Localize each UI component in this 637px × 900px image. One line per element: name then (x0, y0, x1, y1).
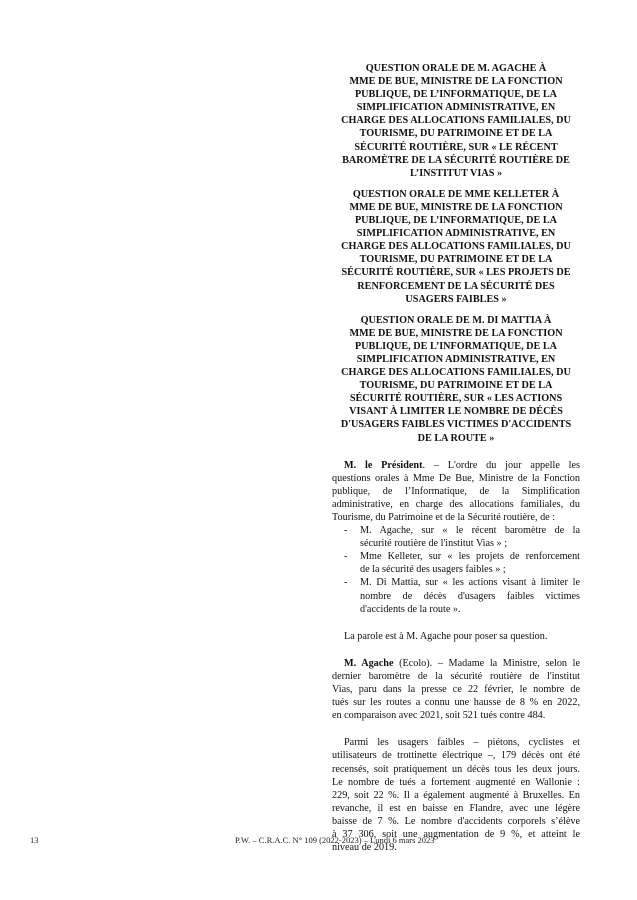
heading-line: TOURISME, DU PATRIMOINE ET DE LA (359, 254, 553, 266)
heading-line: D'USAGERS FAIBLES VICTIMES D'ACCIDENTS (340, 419, 572, 431)
text-line (332, 459, 580, 472)
heading-line: CHARGE DES ALLOCATIONS FAMILIALES, DU (341, 115, 571, 127)
text-line: publique, de l’Informatique, de la Simplification (332, 485, 580, 497)
text-line: Vias, paru dans la presse ce 22 février, le nombre de (332, 684, 580, 696)
text-line: utilisateurs de trottinette électrique –, 179 décès ont été (332, 750, 580, 762)
heading-line: TOURISME, DU PATRIMOINE ET DE LA (359, 380, 553, 392)
heading-line: QUESTION ORALE DE M. AGACHE À (365, 63, 547, 74)
text-column (332, 62, 580, 863)
text-line: niveau de 2019. (332, 842, 397, 854)
text-fragment: (Ecolo). – Madame la Ministre, selon le (393, 657, 580, 669)
heading-line: RENFORCEMENT DE LA SÉCURITÉ DES (357, 280, 555, 292)
text-line: tués sur les routes a connu une hausse de 8 % en 2022, (332, 697, 580, 709)
text-line: de la sécurité des usagers faibles » ; (360, 564, 506, 576)
heading-line: SIMPLIFICATION ADMINISTRATIVE, EN (356, 353, 556, 365)
heading-line: QUESTION ORALE DE M. DI MATTIA À (360, 314, 552, 326)
question-heading-kelleter (332, 188, 580, 306)
heading-line: TOURISME, DU PATRIMOINE ET DE LA (359, 128, 553, 140)
text-line: recensés, soit pratiquement un décès tous les deux jours. (332, 763, 580, 775)
page-number: 13 (30, 835, 39, 845)
text-line: Le nombre de tués a fortement augmenté en Wallonie : (332, 776, 580, 788)
text-line: à 37 306, soit une augmentation de 9 %, et atteint le (332, 828, 580, 840)
agache-paragraph-1 (332, 657, 580, 722)
text-line: dernier baromètre de la sécurité routière de l'institut (332, 670, 580, 682)
heading-line: PUBLIQUE, DE L’INFORMATIQUE, DE LA (354, 340, 558, 352)
heading-line: CHARGE DES ALLOCATIONS FAMILIALES, DU (341, 241, 571, 253)
heading-line: MME DE BUE, MINISTRE DE LA FONCTION (349, 327, 563, 339)
heading-line: VISANT À LIMITER LE NOMBRE DE DÉCÈS (349, 406, 563, 418)
text-line: administrative, en charge des allocations familiales, du (332, 498, 580, 510)
document-reference: P.W. – C.R.A.C. N° 109 (2022-2023) – Lundi 6 mars 2023 (235, 835, 435, 845)
president-paragraph (332, 459, 580, 524)
text-line: La parole est à M. Agache pour poser sa question. (344, 630, 548, 642)
text-line: - M. Agache, sur « le récent baromètre de la (360, 525, 580, 537)
heading-line: L’INSTITUT VIAS » (409, 167, 503, 179)
heading-line: SÉCURITÉ ROUTIÈRE, SUR « LES PROJETS DE (341, 267, 571, 279)
heading-line: PUBLIQUE, DE L’INFORMATIQUE, DE LA (354, 89, 558, 101)
heading-line: BAROMÈTRE DE LA SÉCURITÉ ROUTIÈRE DE (342, 154, 570, 166)
heading-line: SÉCURITÉ ROUTIÈRE, SUR « LE RÉCENT (354, 141, 558, 153)
heading-line: MME DE BUE, MINISTRE DE LA FONCTION (349, 201, 563, 213)
text-line: - M. Di Mattia, sur « les actions visant à limiter le (360, 577, 580, 589)
speaker-name: M. le Président (344, 459, 423, 471)
heading-line: CHARGE DES ALLOCATIONS FAMILIALES, DU (341, 367, 571, 379)
text-line (332, 657, 580, 670)
question-list (332, 524, 580, 616)
text-line: Parmi les usagers faibles – piétons, cyclistes et (344, 737, 580, 749)
heading-line: DE LA ROUTE » (417, 432, 495, 444)
text-line: questions orales à Mme De Bue, Ministre de la Fonction (332, 472, 580, 484)
text-line: nombre de décès d'usagers faibles victimes (360, 590, 580, 602)
list-item (332, 576, 580, 615)
list-item (332, 550, 580, 576)
list-item (332, 524, 580, 550)
parole-paragraph (332, 630, 580, 643)
text-line: en comparaison avec 2021, soit 521 tués contre 484. (332, 710, 546, 722)
text-line: d'accidents de la route ». (360, 603, 461, 615)
heading-line: PUBLIQUE, DE L’INFORMATIQUE, DE LA (354, 215, 558, 227)
question-heading-di-mattia (332, 314, 580, 445)
heading-line: SÉCURITÉ ROUTIÈRE, SUR « LES ACTIONS (349, 393, 563, 405)
text-line: baisse de 7 %. Le nombre d'accidents corporels s’élève (332, 815, 580, 827)
heading-line: SIMPLIFICATION ADMINISTRATIVE, EN (356, 228, 556, 240)
speaker-name: M. Agache (344, 657, 394, 669)
text-line: - Mme Kelleter, sur « les projets de renforcement (360, 551, 580, 563)
heading-line: QUESTION ORALE DE MME KELLETER À (352, 188, 560, 200)
text-line: revanche, il est en baisse en Flandre, avec une légère (332, 802, 580, 814)
question-heading-agache (332, 62, 580, 180)
heading-line: MME DE BUE, MINISTRE DE LA FONCTION (349, 76, 563, 88)
text-line: sécurité routière de l'institut Vias » ; (360, 538, 508, 550)
heading-line: USAGERS FAIBLES » (405, 293, 507, 305)
text-line: 229, soit 22 %. Il a également augmenté à Bruxelles. En (332, 789, 580, 801)
text-line: Tourisme, du Patrimoine et de la Sécurité routière, de : (332, 512, 556, 523)
text-fragment: . – L'ordre du jour appelle les (422, 459, 580, 471)
heading-line: SIMPLIFICATION ADMINISTRATIVE, EN (356, 102, 556, 114)
